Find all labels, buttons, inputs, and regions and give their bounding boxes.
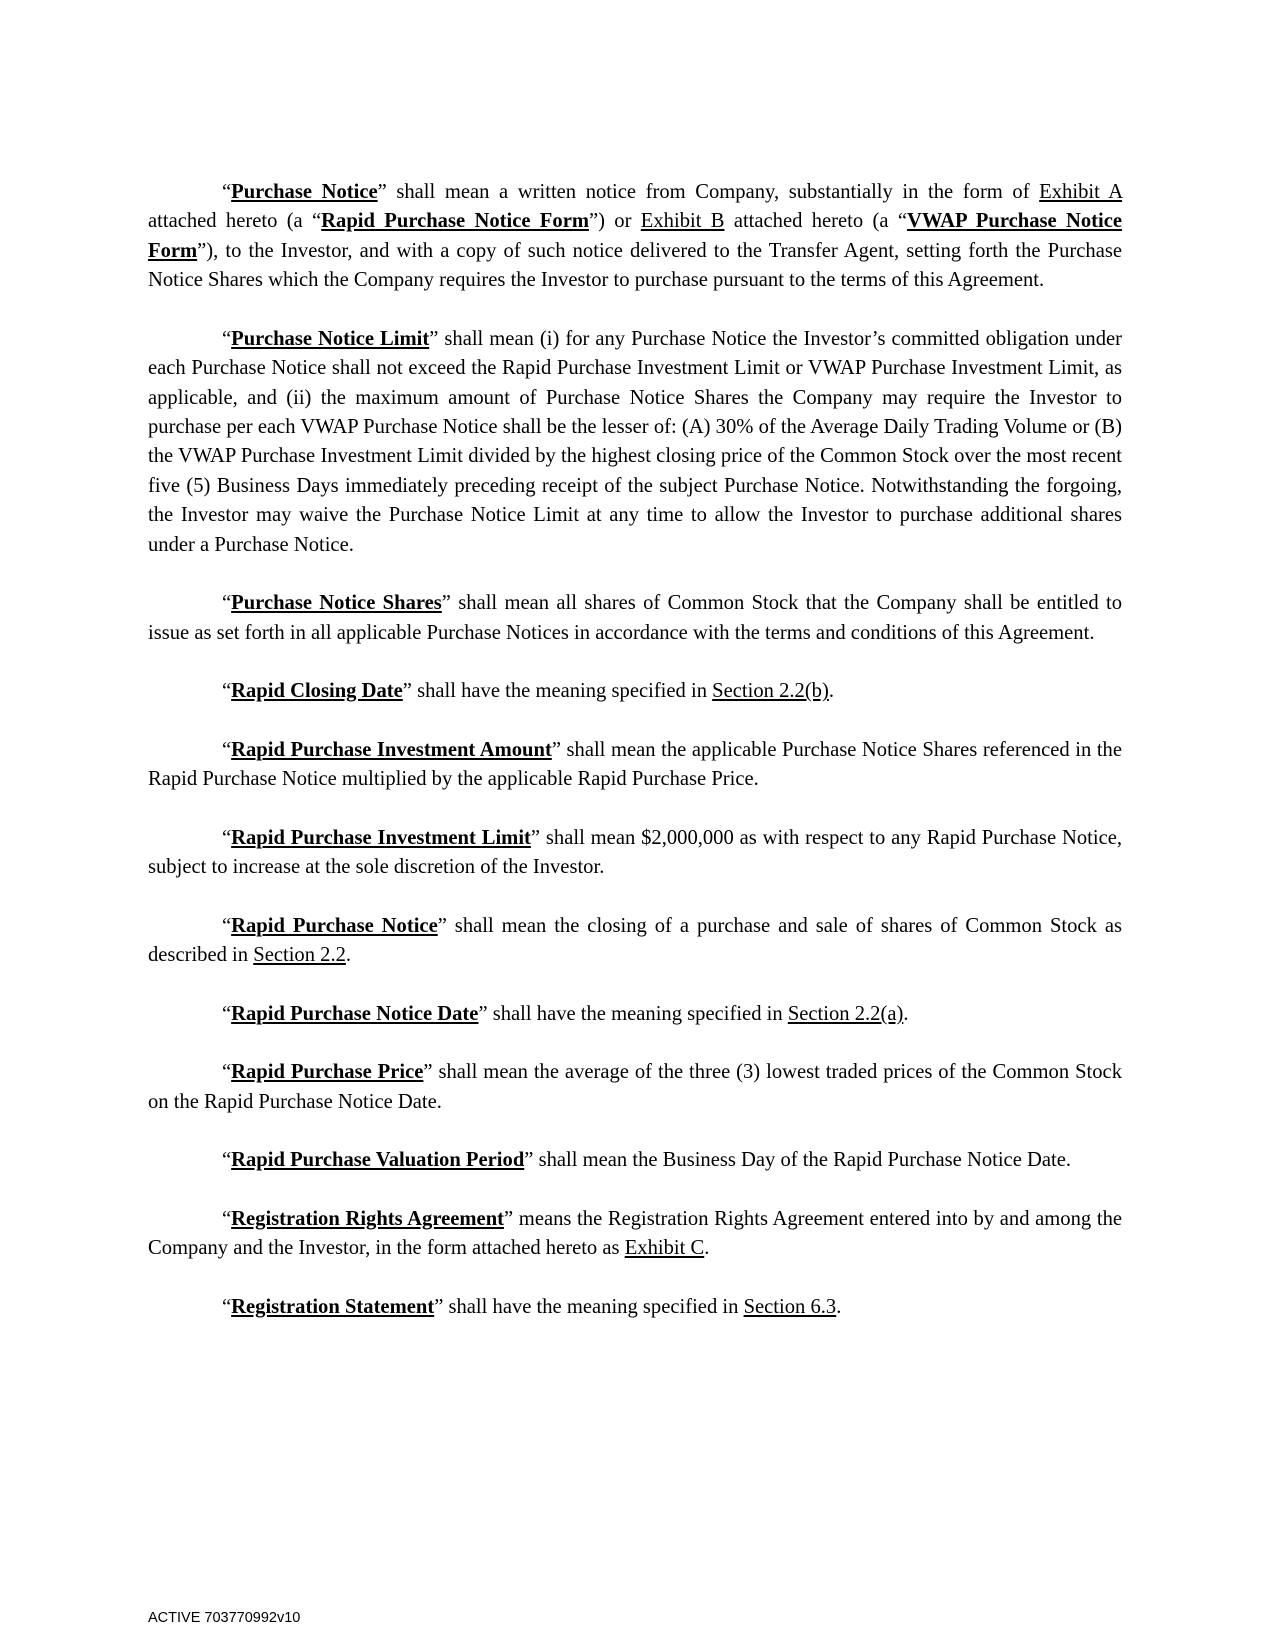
defined-term: Purchase Notice Shares (231, 592, 442, 615)
exhibit-c-reference: Exhibit C (624, 1237, 705, 1260)
definitions-list (148, 178, 1122, 1352)
section-reference: Section 2.2(b) (712, 680, 829, 703)
defined-term: Registration Statement (231, 1296, 435, 1319)
definition-rapid-purchase-price: “Rapid Purchase Price” shall mean the average of the three (3) lowest traded prices of the Common Stock on the Rapid Purchase Notice Date. (148, 1061, 1122, 1113)
definition-registration-statement: “Registration Statement” shall have the meaning specified in Section 6.3. (222, 1296, 842, 1319)
exhibit-b-reference: Exhibit B (640, 210, 725, 233)
defined-term: Purchase Notice (231, 181, 378, 203)
definition-rapid-closing-date: “Rapid Closing Date” shall have the meaning specified in Section 2.2(b). (222, 680, 834, 703)
defined-term: Rapid Purchase Valuation Period (231, 1149, 525, 1172)
section-reference: Section 2.2(a) (787, 1002, 904, 1025)
defined-term: Rapid Closing Date (231, 680, 403, 703)
definition-rapid-purchase-notice-date: “Rapid Purchase Notice Date” shall have the meaning specified in Section 2.2(a). (222, 1002, 909, 1025)
defined-term: Registration Rights Agreement (231, 1208, 505, 1231)
defined-term: Purchase Notice Limit (231, 327, 430, 350)
definition-rapid-purchase-investment-amount: “Rapid Purchase Investment Amount” shall mean the applicable Purchase Notice Shares referenced in the Rapid Purchase Notice multiplied by the applicable Rapid Purchase Price. (148, 738, 1122, 791)
definition-purchase-notice-shares: “Purchase Notice Shares” shall mean all shares of Common Stock that the Company shall be entitled to issue as set forth in all applicable Purchase Notices in accordance with the terms and conditions of this Agreement. (148, 592, 1122, 644)
definition-registration-rights-agreement: “Registration Rights Agreement” means the Registration Rights Agreement entered into by and among the Company and the Investor, in the form attached hereto as Exhibit C. (148, 1208, 1123, 1260)
definition-rapid-purchase-notice: “Rapid Purchase Notice” shall mean the closing of a purchase and sale of shares of Common Stock as described in Section 2.2. (148, 914, 1122, 967)
defined-term: Rapid Purchase Investment Limit (231, 826, 531, 849)
section-reference: Section 2.2 (253, 944, 346, 967)
defined-term: Rapid Purchase Notice (231, 914, 438, 937)
defined-term: VWAP Purchase Notice Form (148, 210, 1123, 262)
document-id-footer: ACTIVE 703770992v10 (148, 1610, 301, 1626)
defined-term: Rapid Purchase Notice Form (321, 210, 589, 233)
section-reference: Section 6.3 (743, 1296, 837, 1319)
defined-term: Rapid Purchase Price (231, 1061, 424, 1084)
defined-term: Rapid Purchase Notice Date (231, 1002, 479, 1025)
definition-purchase-notice-limit: “Purchase Notice Limit” shall mean (i) for any Purchase Notice the Investor’s committed obligation under each Purchase Notice shall not exceed the Rapid Purchase Investment Limit or VWAP Purchase Investment Limit, as applicable, and (ii) the maximum amount of Purchase Notice Shares the Company may require the Investor to purchase per each VWAP Purchase Notice shall be the lesser of: (A) 30% of the Average Daily Trading Volume or (B) the VWAP Purchase Investment Limit divided by the highest closing price of the Common Stock over the most recent five (5) Business Days immediately preceding receipt of the subject Purchase Notice. Notwithstanding the forgoing, the Investor may waive the Purchase Notice Limit at any time to allow the Investor to purchase additional shares under a Purchase Notice. (148, 327, 1122, 556)
defined-term: Rapid Purchase Investment Amount (231, 738, 552, 761)
exhibit-a-reference: Exhibit A (1039, 181, 1122, 203)
definition-purchase-notice: “Purchase Notice” shall mean a written notice from Company, substantially in the form of Exhibit A attached hereto (a “Rapid Purchase Notice Form”) or Exhibit B attached hereto (a “VWAP Purchase Notice Form”), to the Investor, and with a copy of such notice delivered to the Transfer Agent, setting forth the Purchase Notice Shares which the Company requires the Investor to purchase pursuant to the terms of this Agreement. (148, 181, 1123, 292)
definition-rapid-purchase-investment-limit: “Rapid Purchase Investment Limit” shall mean $2,000,000 as with respect to any Rapid Purchase Notice, subject to increase at the sole discretion of the Investor. (148, 826, 1122, 879)
definition-rapid-purchase-valuation-period: “Rapid Purchase Valuation Period” shall mean the Business Day of the Rapid Purchase Notice Date. (222, 1149, 1072, 1172)
